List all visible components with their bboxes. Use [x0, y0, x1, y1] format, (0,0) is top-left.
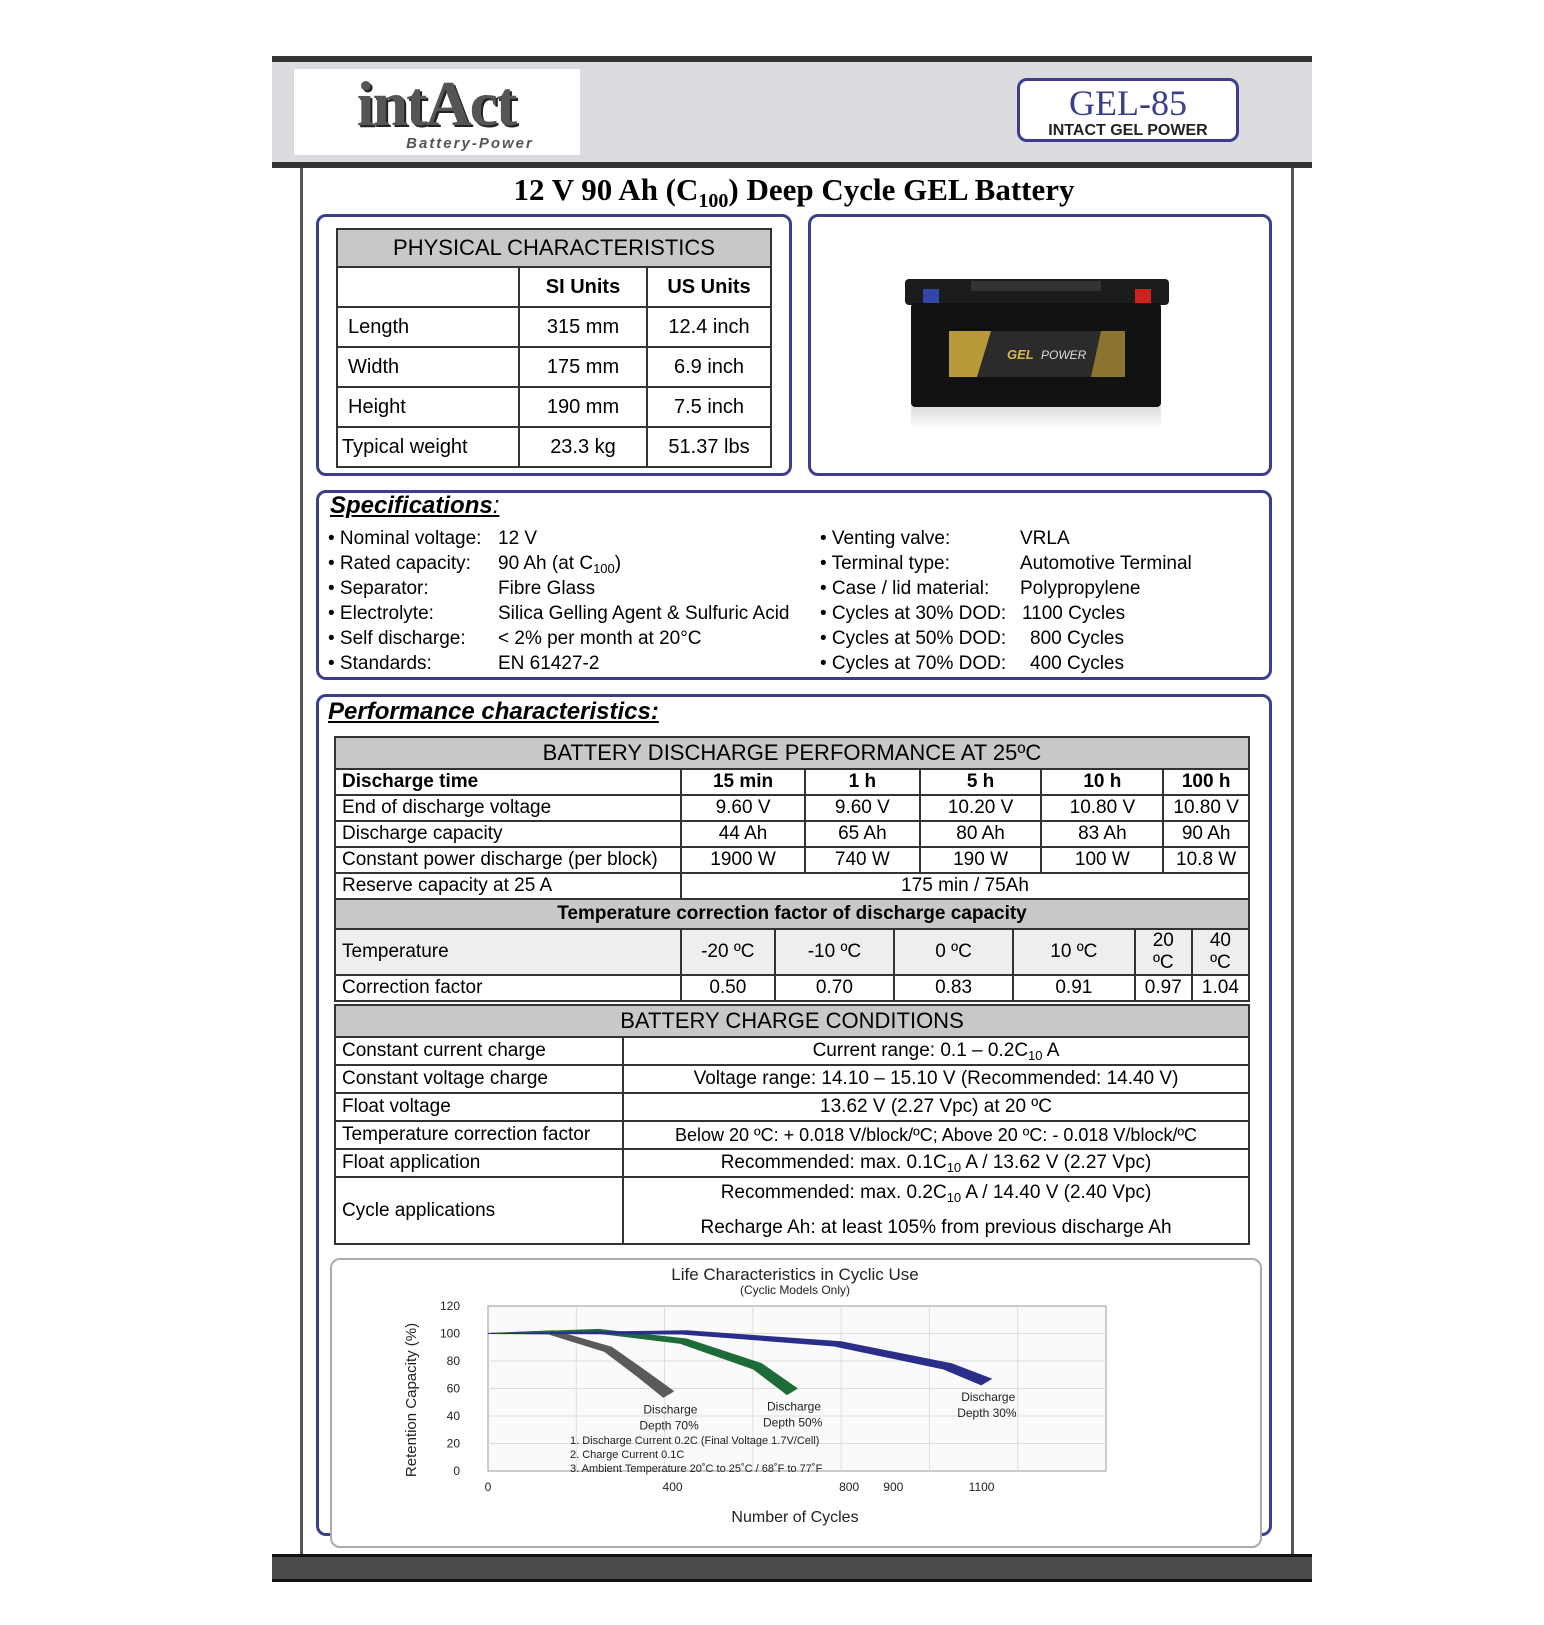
- table-row: [337, 387, 771, 427]
- right-spec-item: [820, 651, 1124, 676]
- row-us: 6.9 inch: [647, 347, 771, 387]
- negative-terminal: [923, 289, 939, 303]
- spec-value-text: Automotive Terminal: [1020, 553, 1192, 574]
- chart-subtitle: (Cyclic Models Only): [739, 1283, 851, 1297]
- value-subscript: 10: [946, 1190, 962, 1205]
- row-us: 51.37 lbs: [647, 427, 771, 467]
- value-text: Current range: 0.1 – 0.2C: [812, 1039, 1029, 1061]
- cycle-line-1: [630, 1178, 1242, 1213]
- x-tick-label: 400: [662, 1480, 683, 1494]
- physical-corner: [337, 267, 519, 307]
- chart-title: Life Characteristics in Cyclic Use: [671, 1265, 919, 1284]
- left-spec-item: [328, 576, 596, 601]
- spec-value-text: EN 61427-2: [498, 653, 600, 674]
- spec-value-text: 90 Ah (at C: [498, 553, 594, 574]
- table-row: [335, 1037, 1249, 1065]
- spec-value-text: Polypropylene: [1020, 578, 1141, 599]
- life-chart: [332, 1260, 1258, 1544]
- col-si: SI Units: [519, 267, 647, 307]
- left-spec-item: [328, 526, 538, 551]
- logo-text: intAct: [356, 68, 516, 139]
- spec-value: [1022, 601, 1125, 626]
- row-label: Typical weight: [337, 427, 519, 467]
- right-spec-item: [820, 551, 1192, 576]
- spec-label: • Cycles at 50% DOD:: [820, 628, 1007, 649]
- specifications-title: [330, 492, 499, 520]
- row-label: Length: [337, 307, 519, 347]
- spec-label: • Nominal voltage:: [328, 528, 482, 549]
- cell: 9.60 V: [681, 795, 805, 821]
- physical-table: [336, 228, 772, 468]
- spec-value-text: 400 Cycles: [1030, 653, 1124, 674]
- y-tick-label: 40: [446, 1409, 460, 1423]
- cell: 10.20 V: [920, 795, 1042, 821]
- spec-value: [498, 601, 790, 626]
- row-si: 175 mm: [519, 347, 647, 387]
- x-axis-label: Number of Cycles: [731, 1509, 859, 1526]
- cell: 190 W: [920, 847, 1042, 873]
- series-label: Discharge: [767, 1399, 822, 1414]
- spec-value-text: VRLA: [1020, 528, 1070, 549]
- row-si: 190 mm: [519, 387, 647, 427]
- row-value: [623, 1037, 1249, 1065]
- left-spec-item: [328, 626, 702, 651]
- left-spec-item: [328, 651, 600, 676]
- positive-terminal: [1135, 289, 1151, 303]
- title-subscript: 100: [698, 190, 729, 213]
- model-box: [1017, 78, 1239, 142]
- specifications-title-text: Specifications: [330, 492, 493, 519]
- row-si: 315 mm: [519, 307, 647, 347]
- value-suffix: A / 13.62 V (2.27 Vpc): [961, 1151, 1152, 1173]
- cell: 1900 W: [681, 847, 805, 873]
- x-tick-label: 1100: [968, 1480, 995, 1494]
- factor-cell: 0.50: [681, 975, 775, 1001]
- row-value: 13.62 V (2.27 Vpc) at 20 ºC: [623, 1093, 1249, 1121]
- model-name: GEL-85: [1069, 83, 1187, 123]
- chart-note: 1. Discharge Current 0.2C (Final Voltage 1.7V/Cell): [570, 1435, 820, 1447]
- right-spec-item: [820, 526, 1070, 551]
- battery-label-text: POWER: [1041, 348, 1087, 362]
- cell: 9.60 V: [805, 795, 920, 821]
- temp-cell: -20 ºC: [681, 929, 775, 975]
- spec-value-text: 800 Cycles: [1030, 628, 1124, 649]
- value-text: Recommended: max. 0.1C: [720, 1151, 947, 1173]
- battery-label-brand: GEL: [1007, 347, 1034, 362]
- life-chart-panel: [330, 1258, 1262, 1548]
- row-value: Below 20 ºC: + 0.018 V/block/ºC; Above 20 ºC: - 0.018 V/block/ºC: [623, 1121, 1249, 1149]
- chart-note: 3. Ambient Temperature 20˚C to 25˚C / 68˚F to 77˚F: [570, 1463, 823, 1475]
- cell: 80 Ah: [920, 821, 1042, 847]
- cell: 83 Ah: [1041, 821, 1163, 847]
- spec-value: [498, 626, 702, 651]
- series-label: Depth 70%: [639, 1418, 699, 1433]
- cell: 65 Ah: [805, 821, 920, 847]
- row-label: Float application: [335, 1149, 623, 1177]
- factor-label: Correction factor: [335, 975, 681, 1001]
- series-label: Discharge: [961, 1389, 1016, 1404]
- cell: 10.80 V: [1163, 795, 1249, 821]
- y-tick-label: 80: [446, 1354, 460, 1368]
- spec-label: • Electrolyte:: [328, 603, 434, 624]
- y-tick-label: 60: [446, 1381, 460, 1396]
- reserve-label: Reserve capacity at 25 A: [335, 873, 681, 899]
- spec-label: • Self discharge:: [328, 628, 466, 649]
- temp-cell: 10 ºC: [1013, 929, 1135, 975]
- table-row: [335, 1065, 1249, 1093]
- table-row: [335, 1177, 1249, 1244]
- temp-cell: 20 ºC: [1135, 929, 1192, 975]
- reserve-value: 175 min / 75Ah: [681, 873, 1249, 899]
- y-tick-label: 0: [453, 1464, 460, 1478]
- row-label: Height: [337, 387, 519, 427]
- discharge-table: [334, 736, 1250, 1002]
- cell: 100 W: [1041, 847, 1163, 873]
- row-label: Float voltage: [335, 1093, 623, 1121]
- spec-value: [498, 576, 595, 601]
- factor-cell: 0.97: [1135, 975, 1192, 1001]
- spec-value: [498, 651, 599, 676]
- battery-image: [811, 217, 1269, 473]
- table-row: [337, 347, 771, 387]
- spec-value-subscript: 100: [593, 561, 615, 576]
- discharge-heading: BATTERY DISCHARGE PERFORMANCE AT 25ºC: [335, 737, 1249, 769]
- chart-note: 2. Charge Current 0.1C: [570, 1449, 685, 1461]
- value-subscript: 10: [1028, 1047, 1043, 1063]
- value-subscript: 10: [946, 1159, 962, 1175]
- x-tick-label: 0: [484, 1480, 492, 1494]
- row-us: 7.5 inch: [647, 387, 771, 427]
- col-header: 15 min: [681, 769, 805, 795]
- factor-cell: 0.70: [775, 975, 895, 1001]
- spec-value: [1020, 551, 1192, 576]
- row-label: Cycle applications: [335, 1177, 623, 1244]
- factor-cell: 1.04: [1192, 975, 1249, 1001]
- right-spec-item: [820, 576, 1141, 601]
- value-suffix: A: [1042, 1039, 1060, 1061]
- row-label: Width: [337, 347, 519, 387]
- footer-bar: [272, 1554, 1312, 1582]
- left-spec-item: [328, 601, 790, 626]
- spec-value: [498, 526, 537, 551]
- charge-table: [334, 1004, 1250, 1245]
- table-row: [335, 795, 1249, 821]
- right-spec-item: [820, 626, 1124, 651]
- performance-title: Performance characteristics:: [328, 698, 659, 725]
- spec-label: • Terminal type:: [820, 553, 950, 574]
- col-header: 5 h: [920, 769, 1042, 795]
- temperature-label: Temperature: [335, 929, 681, 975]
- value-text: Recommended: max. 0.2C: [720, 1182, 947, 1203]
- col-header: 1 h: [805, 769, 920, 795]
- row-us: 12.4 inch: [647, 307, 771, 347]
- product-image-panel: [808, 214, 1272, 476]
- cell: 90 Ah: [1163, 821, 1249, 847]
- y-axis-label: Retention Capacity (%): [403, 1322, 420, 1478]
- table-row: [335, 1121, 1249, 1149]
- table-row: [337, 307, 771, 347]
- charge-heading: BATTERY CHARGE CONDITIONS: [335, 1005, 1249, 1037]
- factor-cell: 0.91: [1013, 975, 1135, 1001]
- row-value: [623, 1177, 1249, 1244]
- spec-value-text: < 2% per month at 20°C: [498, 628, 702, 649]
- cycle-line-2: Recharge Ah: at least 105% from previous discharge Ah: [700, 1217, 1172, 1238]
- spec-label: • Venting valve:: [820, 528, 951, 549]
- row-label: Constant current charge: [335, 1037, 623, 1065]
- physical-heading: PHYSICAL CHARACTERISTICS: [337, 229, 771, 267]
- col-header: 100 h: [1163, 769, 1249, 795]
- spec-value-text: 1100 Cycles: [1022, 603, 1126, 624]
- brand-logo: [294, 69, 580, 155]
- right-spec-item: [820, 601, 1126, 626]
- spec-value: [1030, 651, 1124, 676]
- y-tick-label: 120: [439, 1299, 460, 1313]
- spec-value: [1020, 576, 1140, 601]
- row-label: End of discharge voltage: [335, 795, 681, 821]
- cell: 44 Ah: [681, 821, 805, 847]
- title-prefix: 12 V 90 Ah (C: [513, 172, 699, 207]
- col-us: US Units: [647, 267, 771, 307]
- y-tick-label: 100: [439, 1326, 460, 1341]
- left-spec-item: [328, 551, 622, 576]
- table-row: [335, 975, 1249, 1001]
- temp-cell: 40 ºC: [1192, 929, 1249, 975]
- series-label: Discharge: [643, 1402, 698, 1417]
- spec-label: • Rated capacity:: [328, 553, 471, 574]
- series-label: Depth 50%: [763, 1415, 823, 1430]
- row-value: [623, 1149, 1249, 1177]
- spec-label: • Cycles at 70% DOD:: [820, 653, 1007, 674]
- factor-cell: 0.83: [894, 975, 1013, 1001]
- row-label: Discharge capacity: [335, 821, 681, 847]
- title-suffix: ) Deep Cycle GEL Battery: [728, 172, 1075, 207]
- row-value: Voltage range: 14.10 – 15.10 V (Recommended: 14.40 V): [623, 1065, 1249, 1093]
- table-row: [335, 821, 1249, 847]
- row-label: Temperature correction factor: [335, 1121, 623, 1149]
- spec-value-text: Fibre Glass: [498, 578, 596, 599]
- spec-label: • Separator:: [328, 578, 429, 599]
- row-si: 23.3 kg: [519, 427, 647, 467]
- spec-value-suffix: ): [614, 553, 622, 574]
- table-row: [335, 1149, 1249, 1177]
- temp-cell: 0 ºC: [894, 929, 1013, 975]
- spec-value: [1030, 626, 1124, 651]
- table-row: [337, 427, 771, 467]
- x-tick-label: 900: [883, 1480, 904, 1494]
- spec-label: • Cycles at 30% DOD:: [820, 603, 1007, 624]
- spec-value-text: Silica Gelling Agent & Sulfuric Acid: [498, 603, 790, 624]
- y-tick-label: 20: [446, 1436, 460, 1451]
- discharge-time-label: Discharge time: [335, 769, 681, 795]
- value-suffix: A / 14.40 V (2.40 Vpc): [961, 1182, 1152, 1203]
- cell: 740 W: [805, 847, 920, 873]
- x-tick-label: 800: [839, 1480, 860, 1494]
- temperature-heading: Temperature correction factor of discharge capacity: [335, 899, 1249, 929]
- row-label: Constant power discharge (per block): [335, 847, 681, 873]
- table-row: [335, 1093, 1249, 1121]
- logo-subtitle: Battery-Power: [406, 135, 534, 152]
- row-label: Constant voltage charge: [335, 1065, 623, 1093]
- table-row: [335, 847, 1249, 873]
- cell: 10.8 W: [1163, 847, 1249, 873]
- specifications-title-colon: :: [492, 492, 500, 519]
- series-label: Depth 30%: [957, 1405, 1017, 1420]
- col-header: 10 h: [1041, 769, 1163, 795]
- spec-value: [1020, 526, 1070, 551]
- table-row: [335, 929, 1249, 975]
- spec-label: • Standards:: [328, 653, 432, 674]
- cell: 10.80 V: [1041, 795, 1163, 821]
- temp-cell: -10 ºC: [775, 929, 895, 975]
- spec-label: • Case / lid material:: [820, 578, 990, 599]
- table-row: [335, 873, 1249, 899]
- model-subtitle: INTACT GEL POWER: [1048, 122, 1208, 139]
- spec-value-text: 12 V: [498, 528, 538, 549]
